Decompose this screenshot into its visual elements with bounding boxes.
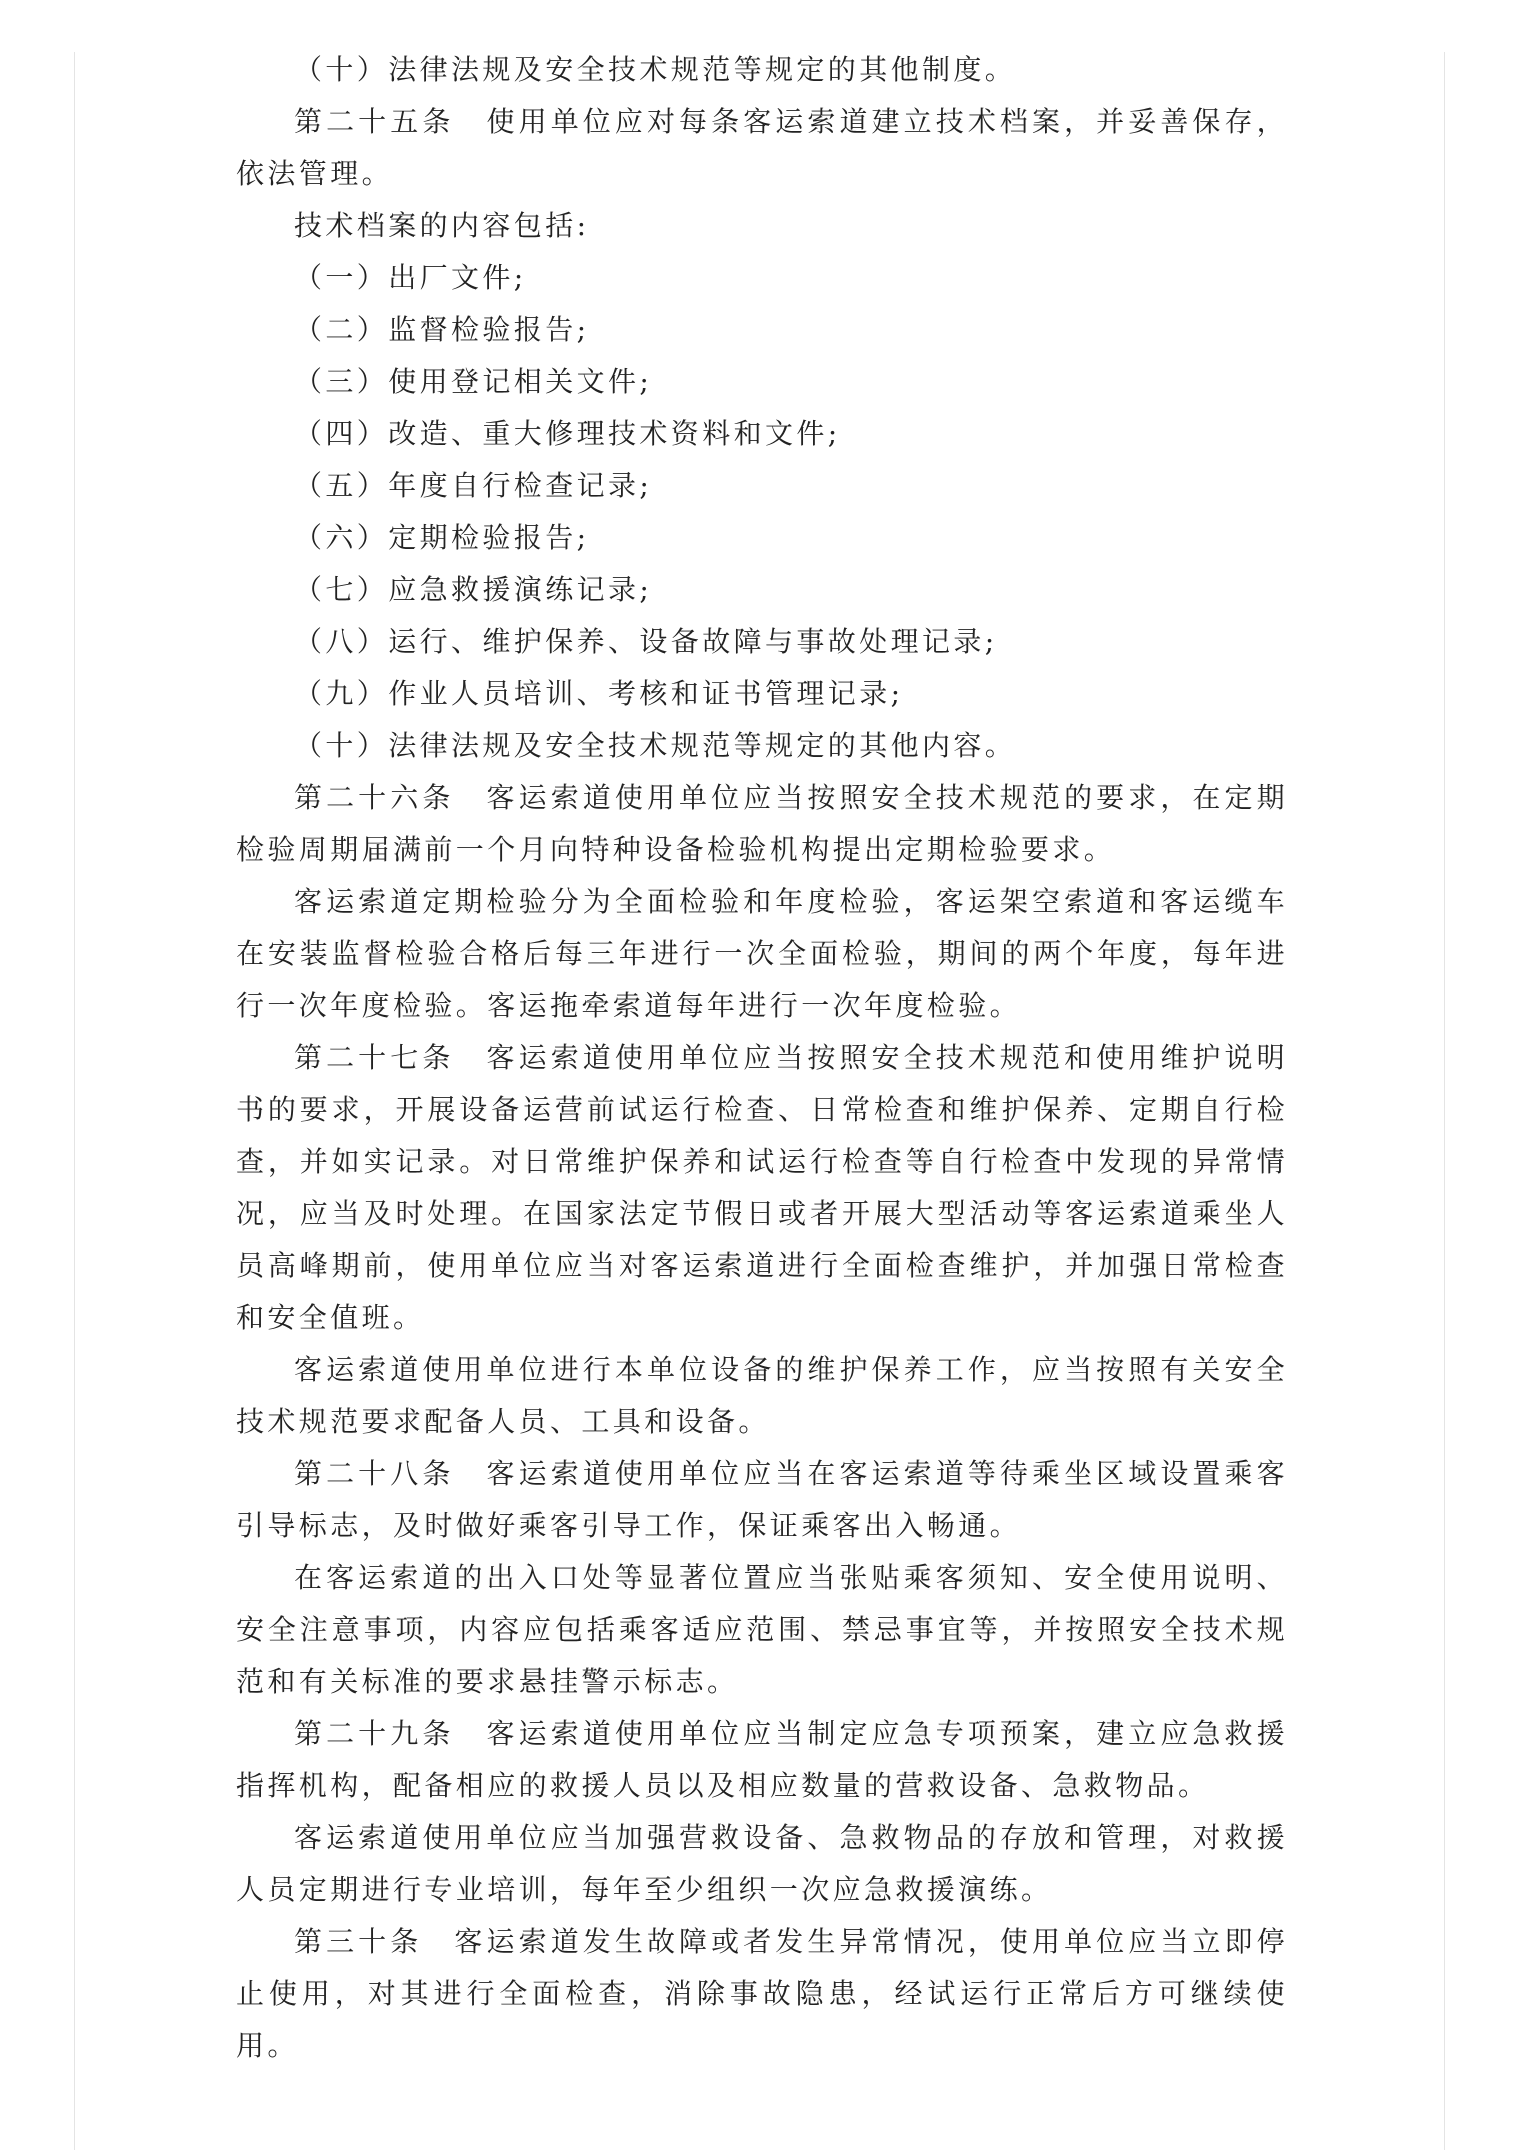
- list-item-10: （十）法律法规及安全技术规范等规定的其他内容。: [294, 729, 1017, 762]
- list-item-5: （五）年度自行检查记录;: [294, 469, 653, 502]
- paragraph-article-26: 第二十六条 客运索道使用单位应当按照安全技术规范的要求，在定期检验周期届满前一个月向特种设备检验机构提出定期检验要求。: [236, 781, 1288, 866]
- document-body: [236, 44, 1288, 2072]
- list-item-7: （七）应急救援演练记录;: [294, 573, 653, 606]
- list-item-8: （八）运行、维护保养、设备故障与事故处理记录;: [294, 625, 998, 658]
- list-item-9: （九）作业人员培训、考核和证书管理记录;: [294, 677, 904, 710]
- right-margin-line: [1444, 52, 1445, 2150]
- list-item-6: （六）定期检验报告;: [294, 521, 590, 554]
- list-item-2: （二）监督检验报告;: [294, 313, 590, 346]
- paragraph-article-30: 第三十条 客运索道发生故障或者发生异常情况，使用单位应当立即停止使用，对其进行全面检查，消除事故隐患，经试运行正常后方可继续使用。: [236, 1925, 1288, 2062]
- list-item-4: （四）改造、重大修理技术资料和文件;: [294, 417, 841, 450]
- paragraph-article-26-detail: 客运索道定期检验分为全面检验和年度检验，客运架空索道和客运缆车在安装监督检验合格后每三年进行一次全面检验，期间的两个年度，每年进行一次年度检验。客运拖牵索道每年进行一次年度检验。: [236, 885, 1288, 1022]
- paragraph-article-28-detail: 在客运索道的出入口处等显著位置应当张贴乘客须知、安全使用说明、安全注意事项，内容应包括乘客适应范围、禁忌事宜等，并按照安全技术规范和有关标准的要求悬挂警示标志。: [236, 1561, 1288, 1698]
- list-item-1: （一）出厂文件;: [294, 261, 527, 294]
- paragraph-article-29-detail: 客运索道使用单位应当加强营救设备、急救物品的存放和管理，对救援人员定期进行专业培训，每年至少组织一次应急救援演练。: [236, 1821, 1288, 1906]
- paragraph-article-25: 第二十五条 使用单位应对每条客运索道建立技术档案，并妥善保存，依法管理。: [236, 105, 1288, 190]
- list-item-3: （三）使用登记相关文件;: [294, 365, 653, 398]
- paragraph-article-27-detail: 客运索道使用单位进行本单位设备的维护保养工作，应当按照有关安全技术规范要求配备人员、工具和设备。: [236, 1353, 1288, 1438]
- paragraph-clause-24-item-10: （十）法律法规及安全技术规范等规定的其他制度。: [294, 53, 1017, 86]
- left-margin-line: [74, 52, 75, 2150]
- paragraph-article-28: 第二十八条 客运索道使用单位应当在客运索道等待乘坐区域设置乘客引导标志，及时做好乘客引导工作，保证乘客出入畅通。: [236, 1457, 1288, 1542]
- paragraph-archive-contents-intro: 技术档案的内容包括:: [294, 209, 590, 242]
- paragraph-article-27: 第二十七条 客运索道使用单位应当按照安全技术规范和使用维护说明书的要求，开展设备运营前试运行检查、日常检查和维护保养、定期自行检查，并如实记录。对日常维护保养和试运行检查等自行检查中发现的异常情况，应当及时处理。在国家法定节假日或者开展大型活动等客运索道乘坐人员高峰期前，使用单位应当对客运索道进行全面检查维护，并加强日常检查和安全值班。: [236, 1041, 1288, 1334]
- paragraph-article-29: 第二十九条 客运索道使用单位应当制定应急专项预案，建立应急救援指挥机构，配备相应的救援人员以及相应数量的营救设备、急救物品。: [236, 1717, 1288, 1802]
